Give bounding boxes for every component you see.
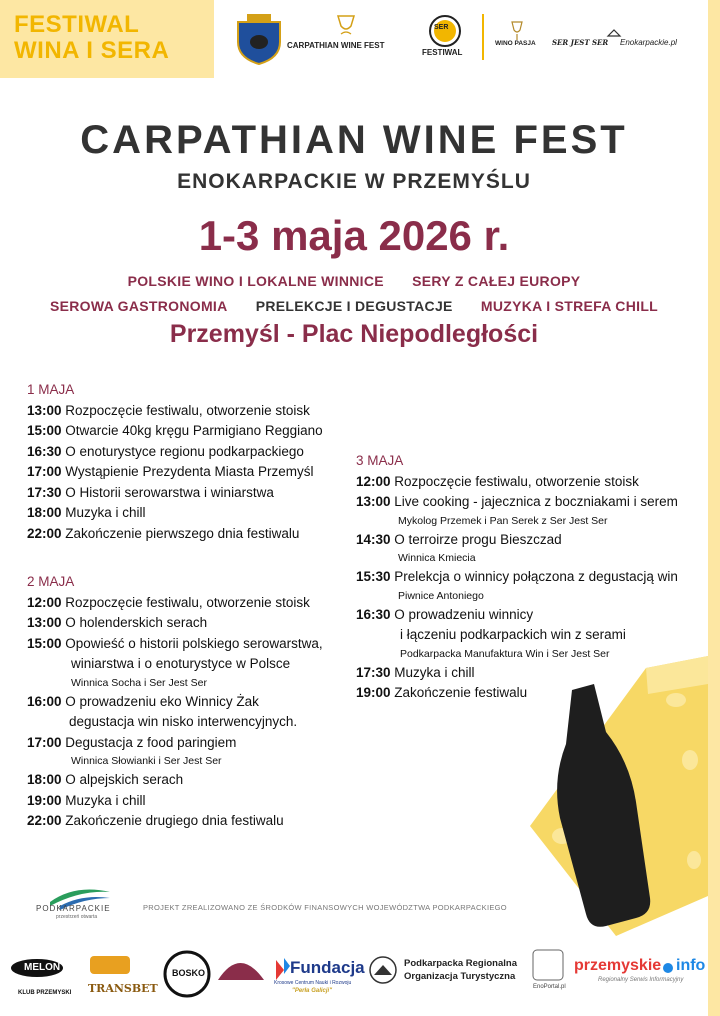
item-text: Rozpoczęcie festiwalu, otworzenie stoisk [390,473,639,489]
enokarpackie-text: Enokarpackie.pl [620,38,677,47]
info-text: info [676,957,706,974]
item-text: Opowieść o historii polskiego serowarstwa, [61,635,323,651]
item-time: 15:30 [356,569,391,584]
festival-title-line1: FESTIWAL [14,11,140,38]
item-time: 15:00 [27,635,62,651]
ser-festiwal-logo-text: FESTIWAL [422,48,463,57]
item-time: 14:30 [356,531,391,547]
item-time: 17:00 [27,734,62,750]
item-text: Zakończenie festiwalu [390,685,528,700]
item-text: Live cooking - jajecznica z boczniakami i serem [390,494,678,509]
ser-jest-ser-text: SER JEST SER [552,38,609,47]
theme-wine: POLSKIE WINO I LOKALNE WINNICE [127,273,384,289]
bosko-text: BOSKO [172,968,206,978]
item-continuation: degustacja win nisko interwencyjnych. [69,714,298,729]
item-time: 16:30 [356,606,391,622]
przemyskie-subtext: Regionalny Serwis Informacyjny [598,977,684,983]
prot-text-line1: Podkarpacka Regionalna [404,958,517,969]
item-time: 16:00 [27,693,62,709]
item-time: 15:00 [27,423,62,438]
klub-text: KLUB PRZEMYSKI [18,990,72,996]
cwf-logo-text: CARPATHIAN WINE FEST [287,41,385,50]
ser-logo-text: SER [434,24,449,31]
item-time: 19:00 [356,685,391,700]
item-time: 19:00 [27,792,62,808]
item-time: 16:30 [27,443,62,459]
item-time: 13:00 [27,615,62,630]
item-text: Muzyka i chill [61,505,146,520]
fundacja-subtext: Krosowe Centrum Nauki i Rozwoju [274,980,352,986]
item-text: Zakończenie pierwszego dnia festiwalu [61,525,300,541]
fundacja-logo-icon [276,958,290,980]
item-host: Winnica Kmiecia [398,552,476,564]
przemyskie-text: przemyskie [574,957,662,974]
transbet-text: TRANSBET [88,982,158,995]
item-text: Muzyka i chill [61,792,146,808]
item-text: Degustacja z food paringiem [61,734,237,750]
theme-lectures: PRELEKCJE I DEGUSTACJE [255,298,453,314]
event-dates: 1-3 maja 2026 r. [198,212,510,259]
item-time: 22:00 [27,813,62,828]
prot-text-line2: Organizacja Turystyczna [404,971,516,982]
theme-gastronomy: SEROWA GASTRONOMIA [49,298,228,314]
theme-cheese: SERY Z CAŁEJ EUROPY [412,273,581,289]
theme-music: MUZYKA I STREFA CHILL [480,298,659,314]
enoportal-text: EnoPortal.pl [533,984,566,990]
item-time: 17:30 [27,484,62,500]
item-text: Rozpoczęcie festiwalu, otworzenie stoisk [61,402,310,418]
item-time: 12:00 [27,594,62,610]
item-time: 18:00 [27,505,62,520]
przemyskie-info-icon [663,963,673,973]
prot-logo-icon [370,957,396,983]
winnica-logo-icon [218,963,264,980]
item-text: O Historii serowarstwa i winiarstwa [61,484,274,500]
item-text: Zakończenie drugiego dnia festiwalu [61,813,284,828]
day3-heading: 3 MAJA [356,453,404,468]
podkarpackie-text: PODKARPACKIE [36,904,111,913]
event-place: Przemyśl - Plac Niepodległości [169,320,539,348]
item-time: 12:00 [356,473,391,489]
melon-text: MELON [24,962,61,973]
enoportal-logo-icon [533,950,563,980]
item-host: Mykolog Przemek i Pan Serek z Ser Jest Ser [398,514,608,527]
page-title: CARPATHIAN WINE FEST [80,118,628,162]
item-text: O prowadzeniu eko Winnicy Żak [61,693,259,709]
wino-pasja-text: WINO PASJA [495,40,536,47]
item-text: Prelekcja o winnicy połączona z degustacją win [390,569,678,584]
item-text: O alpejskich serach [61,772,184,787]
day2-heading: 2 MAJA [27,574,75,589]
fundacja-text: Fundacja [290,958,365,977]
item-time: 18:00 [27,772,62,787]
item-text: O holenderskich serach [61,615,208,630]
item-continuation: winiarstwa i o enoturystyce w Polsce [71,656,291,671]
festival-title-line2: WINA I SERA [14,37,170,64]
project-funding-note: PROJEKT ZREALIZOWANO ZE ŚRODKÓW FINANSOWYCH WOJEWÓDZTWA PODKARPACKIEGO [143,903,507,912]
item-time: 17:30 [356,664,391,680]
item-time: 22:00 [27,525,62,541]
item-text: O terroirze progu Bieszczad [390,531,562,547]
item-text: Rozpoczęcie festiwalu, otworzenie stoisk [61,594,310,610]
transbet-logo-icon [90,956,130,974]
item-text: Otwarcie 40kg kręgu Parmigiano Reggiano [61,423,323,438]
item-continuation: i łączeniu podkarpackich win z serami [400,627,626,642]
fundacja-subtext2: "Perła Galicji" [292,988,333,994]
item-time: 17:00 [27,464,62,479]
item-host: Piwnice Antoniego [398,589,484,602]
day1-heading: 1 MAJA [27,382,75,397]
item-host: Winnica Socha i Ser Jest Ser [71,676,207,689]
page-subtitle: ENOKARPACKIE W PRZEMYŚLU [177,170,531,193]
item-text: Muzyka i chill [390,664,475,680]
item-text: O enoturystyce regionu podkarpackiego [61,443,304,459]
item-time: 13:00 [27,402,62,418]
item-text: Wystąpienie Prezydenta Miasta Przemyśl [61,464,314,479]
item-host: Podkarpacka Manufaktura Win i Ser Jest Ser [400,647,610,660]
item-host: Winnica Słowianki i Ser Jest Ser [71,755,222,767]
podkarpackie-subtext: przestrzeń otwarta [56,914,98,920]
item-text: O prowadzeniu winnicy [390,606,534,622]
item-time: 13:00 [356,494,391,509]
